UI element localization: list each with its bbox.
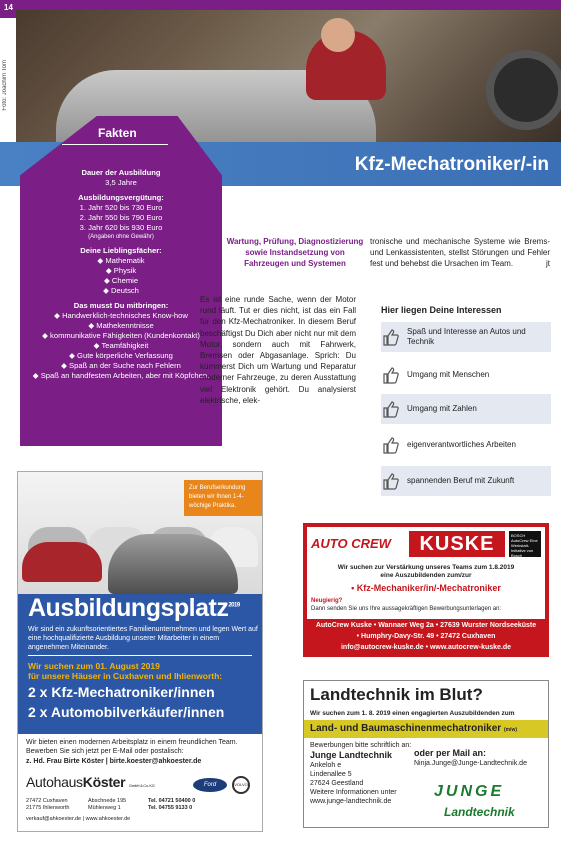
verg-heading: Ausbildungsvergütung: bbox=[78, 193, 164, 202]
ad-divider bbox=[28, 655, 252, 656]
mitbringen-item: ◆ Mathekenntnisse bbox=[88, 321, 154, 330]
mitbringen-item: ◆ Teamfähigkeit bbox=[93, 341, 149, 350]
article-body-left: Es ist eine runde Sache, wenn der Motor rund läuft. Tut er dies nicht, ist das ein Fall für den Kfz-Mechatroniker. In diesem Beruf beschäftigst Du Dich aber nicht nur mit dem Motor, sondern auch mit Fahrwerk, Bremsen oder Abgasanlage. Sprich: Du kümmerst Dich um Wartung und Reparatur moderner Fahrzeuge, zu deren Ausstattung viel Elektronik gehört. Du analysierst elektrische, elek- bbox=[200, 295, 356, 405]
ad-junge-landtechnik bbox=[303, 680, 549, 828]
street: Mühlenweg 1 bbox=[88, 805, 121, 811]
ad-mail bbox=[414, 749, 527, 768]
mitbringen-item: ◆ Spaß an handfestem Arbeiten, aber mit Köpfchen. bbox=[32, 371, 210, 380]
ford-logo: Ford bbox=[193, 778, 227, 792]
koster-logo-suffix: GmbH & Co. KG bbox=[128, 783, 155, 788]
mechanic-head bbox=[321, 18, 355, 52]
thumbs-up-icon bbox=[381, 471, 401, 491]
logo-bottom: Landtechnik bbox=[444, 805, 515, 819]
thumbs-up-icon bbox=[381, 365, 401, 385]
company-name: Junge Landtechnik bbox=[310, 750, 393, 760]
faecher-item: ◆ Physik bbox=[105, 266, 137, 275]
interest-label: Umgang mit Zahlen bbox=[407, 404, 477, 413]
city: 21775 Ihlienworth bbox=[26, 805, 70, 811]
interests-heading: Hier liegen Deine Interessen bbox=[381, 305, 502, 315]
address-line: Lindenallee 5 bbox=[310, 771, 352, 778]
phone: Tel. 04755 9133 0 bbox=[148, 805, 193, 811]
ad-headline-year: 2019 bbox=[228, 602, 240, 609]
fakten-content bbox=[24, 163, 218, 381]
thumbs-up-icon bbox=[381, 399, 401, 419]
ad-headline: Landtechnik im Blut? bbox=[310, 685, 483, 704]
ad-line-1: Wir suchen zur Verstärkung unseres Teams zum 1.8.2019 bbox=[337, 564, 515, 571]
ad-offer: Wir bieten einen modernen Arbeitsplatz in einem freundlichen Team. Bewerben Sie sich jetzt per E-Mail oder postalisch: bbox=[26, 739, 238, 755]
mitbringen-item: ◆ Gute körperliche Verfassung bbox=[69, 351, 173, 360]
red-car bbox=[22, 542, 102, 582]
interest-label: Umgang mit Menschen bbox=[407, 370, 490, 379]
street: Abschnede 195 bbox=[88, 798, 127, 804]
ad-sub: Wir suchen zum 1. 8. 2019 einen engagierten Auszubildenden zum bbox=[310, 710, 515, 717]
ad-send: Dann senden Sie uns Ihre aussagekräftigen Bewerbungsunterlagen an: bbox=[311, 606, 502, 612]
interest-label: spannenden Beruf mit Zukunft bbox=[407, 476, 515, 485]
faecher-item: ◆ Mathematik bbox=[97, 256, 145, 265]
ad-line-2: eine Auszubildenden zum/zur bbox=[380, 572, 472, 579]
page-number: 14 bbox=[4, 3, 13, 12]
ad-wanted-location: für unsere Häuser in Cuxhaven und Ihlienworth: bbox=[28, 671, 223, 681]
dauer-value: 3,5 Jahre bbox=[105, 178, 137, 187]
interest-label: Spaß und Interesse an Autos und Technik bbox=[407, 327, 526, 346]
ad-address bbox=[310, 741, 411, 806]
verg-note: (Angaben ohne Gewähr) bbox=[88, 234, 154, 240]
ad-contact-band bbox=[307, 619, 545, 653]
author-initials: jt bbox=[546, 259, 550, 269]
ad-footer bbox=[18, 734, 262, 832]
address-line: Ankeloh e bbox=[310, 762, 342, 769]
mitbringen-item: ◆ Spaß an der Suche nach Fehlern bbox=[61, 361, 181, 370]
apply-note: Bewerbungen bitte schriftlich an: bbox=[310, 742, 412, 749]
kuske-logo: KUSKE bbox=[409, 531, 505, 557]
faecher-item: ◆ Deutsch bbox=[103, 286, 139, 295]
interest-label: eigenverantwortliches Arbeiten bbox=[407, 440, 516, 449]
page-title: Kfz-Mechatroniker/-in bbox=[354, 154, 549, 175]
mail-address: Ninja.Junge@Junge-Landtechnik.de bbox=[414, 760, 527, 767]
ad-headline-text: Ausbildungsplatz bbox=[28, 594, 229, 622]
phone: Tel. 04721 50400 0 bbox=[148, 798, 196, 804]
thumbs-up-icon bbox=[381, 435, 401, 455]
address-line: Weitere Informationen unter bbox=[310, 789, 397, 796]
article-subheading: Wartung, Prüfung, Diagnostizierung sowie Instandsetzung von Fahrzeugen und Systemen bbox=[226, 237, 364, 268]
wheel bbox=[486, 50, 561, 130]
interest-item bbox=[381, 360, 551, 390]
interest-item bbox=[381, 322, 551, 352]
dauer-heading: Dauer der Ausbildung bbox=[81, 168, 161, 177]
faecher-heading: Deine Lieblingsfächer: bbox=[80, 246, 162, 255]
ad-wanted bbox=[28, 661, 222, 681]
mitbringen-item: ◆ kommunikative Fähigkeiten (Kundenkontakt) bbox=[42, 331, 200, 340]
ad-web: verkauf@ahkoester.de | www.ahkoester.de bbox=[26, 816, 131, 822]
thumbs-up-icon bbox=[381, 327, 401, 347]
address-line: 27624 Geestland bbox=[310, 780, 364, 787]
autocrew-logo: AUTO CREW bbox=[311, 531, 407, 557]
ad-address-2 bbox=[88, 798, 126, 812]
volvo-logo: VOLVO bbox=[232, 776, 250, 794]
city: 27472 Cuxhaven bbox=[26, 798, 68, 804]
mail-heading: oder per Mail an: bbox=[414, 748, 487, 758]
interest-item bbox=[381, 466, 551, 496]
ad-job: Land- und Baumaschinenmechatroniker bbox=[310, 723, 502, 734]
ad-intro bbox=[311, 564, 541, 580]
ad-blue-panel bbox=[18, 594, 262, 734]
ad-intro: Wir sind ein zukunftsorientiertes Familienunternehmen und legen Wert auf eine hochqualifizierte Ausbildung unserer Mitarbeiter in einem angenehmen Miteinander. bbox=[28, 626, 258, 651]
verg-item: 1. Jahr 520 bis 730 Euro bbox=[79, 203, 163, 212]
contact-line: info@autocrew-kuske.de • www.autocrew-kuske.de bbox=[340, 644, 512, 651]
fakten-heading: Fakten bbox=[98, 126, 137, 140]
bosch-logo: BOSCH AutoCrew Eine Werkstatt-Initiative von Bosch bbox=[509, 531, 541, 557]
article-body-right bbox=[370, 236, 550, 270]
fakten-divider bbox=[62, 144, 168, 145]
contact-line: • Humphry-Davy-Str. 49 • 27472 Cuxhaven bbox=[356, 633, 496, 640]
ad-job-band bbox=[304, 720, 548, 738]
ad-job: • Kfz-Mechaniker/in/-Mechatroniker bbox=[351, 583, 501, 593]
ad-autocrew-kuske bbox=[303, 523, 549, 657]
ad-autohaus-koester bbox=[17, 471, 263, 832]
ad-contact: z. Hd. Frau Birte Köster | birte.koester@ahkoester.de bbox=[26, 758, 202, 765]
article-body-right-text: tronische und mechanische Systeme wie Brems- und Lenkassistenten, stellst Störungen und Fehler fest und behebst die Ursachen im Team. bbox=[370, 237, 550, 269]
logo-top: JUNGE bbox=[434, 783, 505, 800]
contact-line: AutoCrew Kuske • Wannaer Weg 2a • 27639 Wurster Nordseeküste bbox=[315, 622, 537, 629]
address-line: www.junge-landtechnik.de bbox=[310, 798, 392, 805]
ad-curious: Neugierig? bbox=[311, 598, 343, 604]
interest-item bbox=[381, 430, 551, 460]
mitbringen-heading: Das musst Du mitbringen: bbox=[73, 301, 169, 310]
verg-item: 3. Jahr 620 bis 930 Euro bbox=[79, 223, 163, 232]
ad-phone bbox=[148, 798, 195, 812]
verg-item: 2. Jahr 550 bis 790 Euro bbox=[79, 213, 163, 222]
ad-job-2: 2 x Automobilverkäufer/innen bbox=[28, 704, 225, 720]
koster-logo-part: Autohaus bbox=[26, 774, 83, 790]
ad-address-1 bbox=[26, 798, 69, 812]
promo-box: Zur Berufserkundung bieten wir Ihnen 1-4-wöchige Praktika. bbox=[184, 480, 262, 516]
ad-job-suffix: (m/w) bbox=[503, 727, 517, 733]
faecher-item: ◆ Chemie bbox=[103, 276, 139, 285]
mitbringen-item: ◆ Handwerklich-technisches Know-how bbox=[54, 311, 188, 320]
photo-credit: Foto: Joachim Tom bbox=[2, 60, 8, 111]
ad-logo-row bbox=[307, 527, 545, 561]
ad-headline bbox=[28, 594, 240, 623]
ad-job-1: 2 x Kfz-Mechatroniker/innen bbox=[28, 684, 215, 700]
koster-logo-name: Köster bbox=[82, 774, 126, 790]
junge-landtechnik-logo bbox=[424, 781, 544, 825]
koster-logo bbox=[26, 774, 155, 790]
interest-item bbox=[381, 394, 551, 424]
ad-wanted-date: Wir suchen zum 01. August 2019 bbox=[28, 661, 160, 671]
